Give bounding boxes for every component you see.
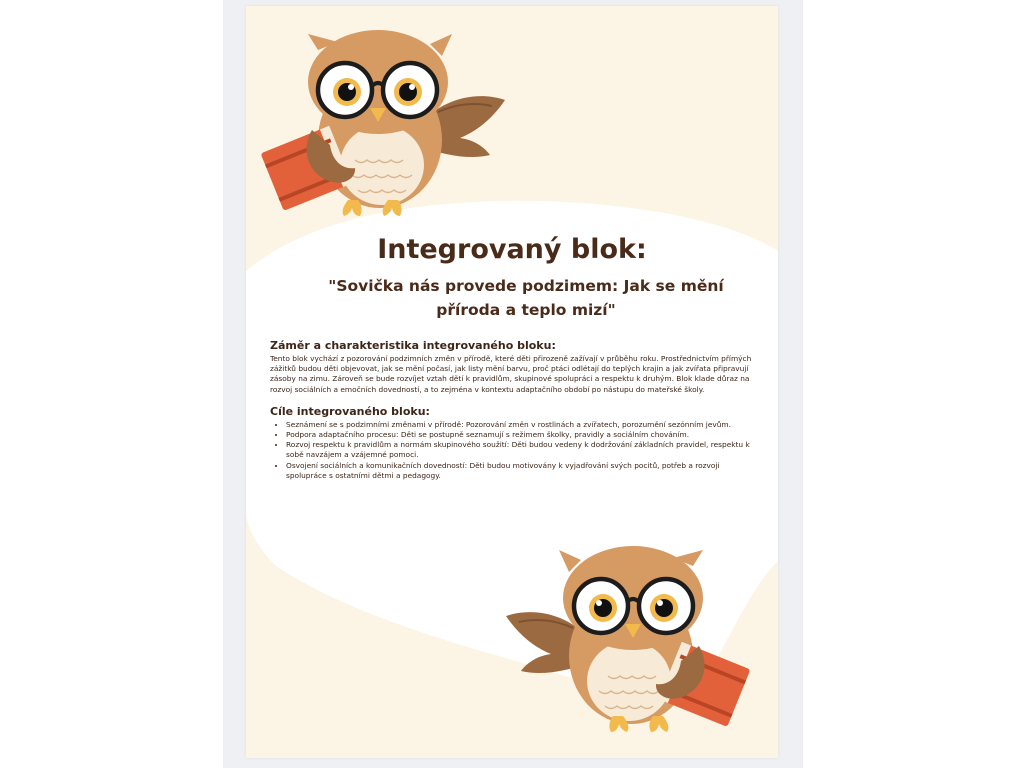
section-intent-heading: Záměr a charakteristika integrovaného bloku: [270, 339, 556, 352]
page-subtitle: "Sovička nás provede podzimem: Jak se mění příroda a teplo mizí" [328, 277, 724, 319]
goal-item: • Osvojení sociálních a komunikačních dovedností: Děti budou motivovány k vyjadřování svých pocitů, potřeb a rozvoji spolupráce s ostatními dětmi a pedagogy. [286, 461, 760, 481]
owl-with-book-icon [260, 20, 515, 220]
document-content [270, 339, 760, 481]
document-page [246, 6, 778, 758]
page-title: Integrovaný blok: [377, 234, 647, 265]
section-goals-heading: Cíle integrovaného bloku: [270, 404, 430, 418]
goal-item: • Podpora adaptačního procesu: Děti se postupně seznamují s režimem školky, pravidly a sociálním chováním. [286, 430, 760, 440]
goal-item: • Seznámení se s podzimními změnami v přírodě: Pozorování změn v rostlinách a zvířatech, porozumění sezónním jevům. [286, 420, 760, 430]
goals-list [270, 420, 760, 481]
section-intent-text: Tento blok vychází z pozorování podzimních změn v přírodě, které děti přirozeně zažívají v průběhu roku. Prostřednictvím přímých zážitků budou děti objevovat, jak se mění počasí, jak listy mění barvu, proč ptáci odlétají do teplých krajin a jak zvířata připravují zásoby na zimu. Zároveň se bude rozvíjet vztah dětí k pravidlům, skupinové spolupráci a respektu k druhým. Blok klade důraz na rozvoj sociálních a emočních dovedností, a to zejména v kontextu adaptačního období po nástupu do mateřské školy. [270, 354, 752, 394]
goal-item: • Rozvoj respektu k pravidlům a normám skupinového soužití: Děti budou vedeny k dodržování základních pravidel, respektu k sobě navzájem a vzájemné pomoci. [286, 440, 760, 460]
owl-with-book-icon [496, 536, 751, 736]
